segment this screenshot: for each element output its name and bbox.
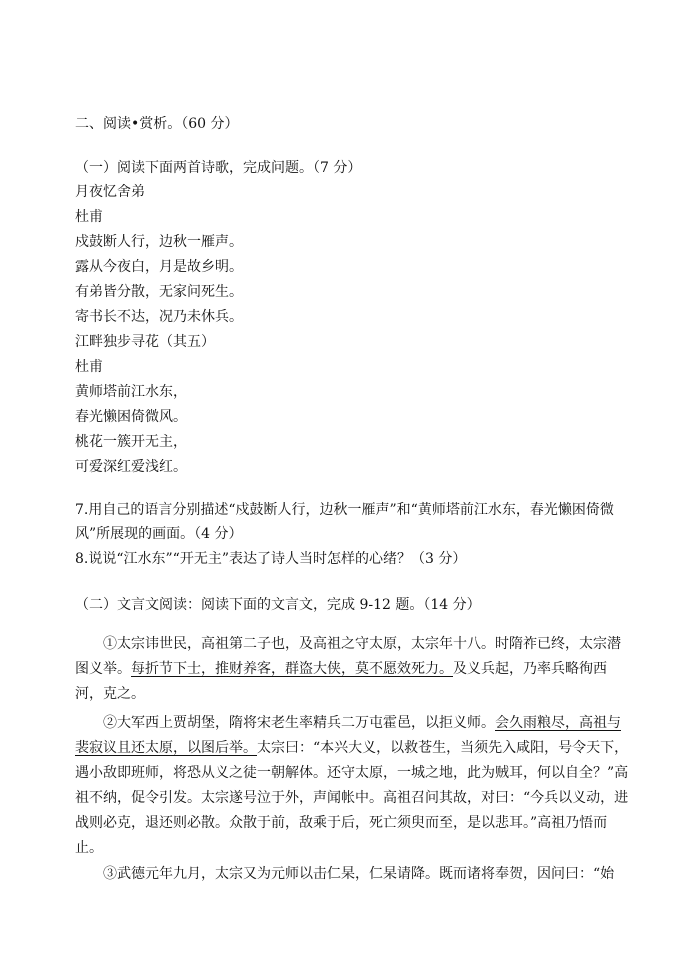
part1-heading: （一）阅读下面两首诗歌，完成问题。（7 分） xyxy=(75,160,362,176)
underlined-sentence: 每折节下士，推财养客，群盗大侠，莫不愿效死力。 xyxy=(131,661,453,677)
poem2-line: 黄师塔前江水东， xyxy=(75,384,187,400)
paragraph-text: ①太宗讳世民，高祖第二子也，及高祖之守太原，太宗年十八。时隋祚已终，太宗潜图义举。 xyxy=(75,636,621,677)
classical-paragraph-3: ③武德元年九月，太宗又为元师以击仁杲，仁杲请降。既而诸将奉贺，因问曰：“始 xyxy=(103,866,615,882)
question-7: 7.用自己的语言分别描述“戍鼓断人行，边秋一雁声”和“黄师塔前江水东，春光懒困倚微风”所展现的画面。（4 分） xyxy=(75,502,614,542)
poem1-title: 月夜忆舍弟 xyxy=(75,184,145,200)
section-title: 二、阅读•赏析。（60 分） xyxy=(75,116,239,132)
question-8: 8.说说“江水东”“开无主”表达了诗人当时怎样的心绪？（3 分） xyxy=(75,551,467,567)
paragraph-text: 太宗曰：“本兴大义，以救苍生，当须先入咸阳，号令天下，遇小敌即班师，将恐从义之徒一朝解体。还守太原，一城之地，此为贼耳，何以自全？”高祖不纳，促令引发。太宗遂号泣于外，声闻帐中。高祖召问其故，对曰：“今兵以义动，进战则必克，退还则必散。众散于前，敌乘于后，死亡须臾而至，是以悲耳。”高祖乃悟而止。 xyxy=(75,740,629,856)
poem1-author: 杜甫 xyxy=(75,209,103,225)
underlined-sentence: 会久雨粮尽，高祖与裴寂议且还太原，以图后举。 xyxy=(75,715,621,756)
poem2-title: 江畔独步寻花（其五） xyxy=(75,334,215,350)
poem2-author: 杜甫 xyxy=(75,359,103,375)
classical-paragraph-1 xyxy=(75,632,630,707)
poem1-line: 有弟皆分散，无家问死生。 xyxy=(75,284,243,300)
poem1-line: 露从今夜白，月是故乡明。 xyxy=(75,259,243,275)
paragraph-text: ②大军西上贾胡堡，隋将宋老生率精兵二万屯霍邑，以拒义师。 xyxy=(103,715,495,731)
poem2-line: 春光懒困倚微风。 xyxy=(75,409,187,425)
poem1-line: 寄书长不达，况乃未休兵。 xyxy=(75,309,243,325)
poem2-line: 可爱深红爱浅红。 xyxy=(75,459,187,475)
poem2-line: 桃花一簇开无主， xyxy=(75,434,187,450)
poem1-line: 戍鼓断人行，边秋一雁声。 xyxy=(75,234,243,250)
classical-paragraph-2 xyxy=(75,711,630,861)
part2-heading: （二）文言文阅读：阅读下面的文言文，完成 9-12 题。（14 分） xyxy=(75,597,481,613)
paragraph-text: 及义兵起，乃率兵略徇西河，克之。 xyxy=(75,661,607,702)
